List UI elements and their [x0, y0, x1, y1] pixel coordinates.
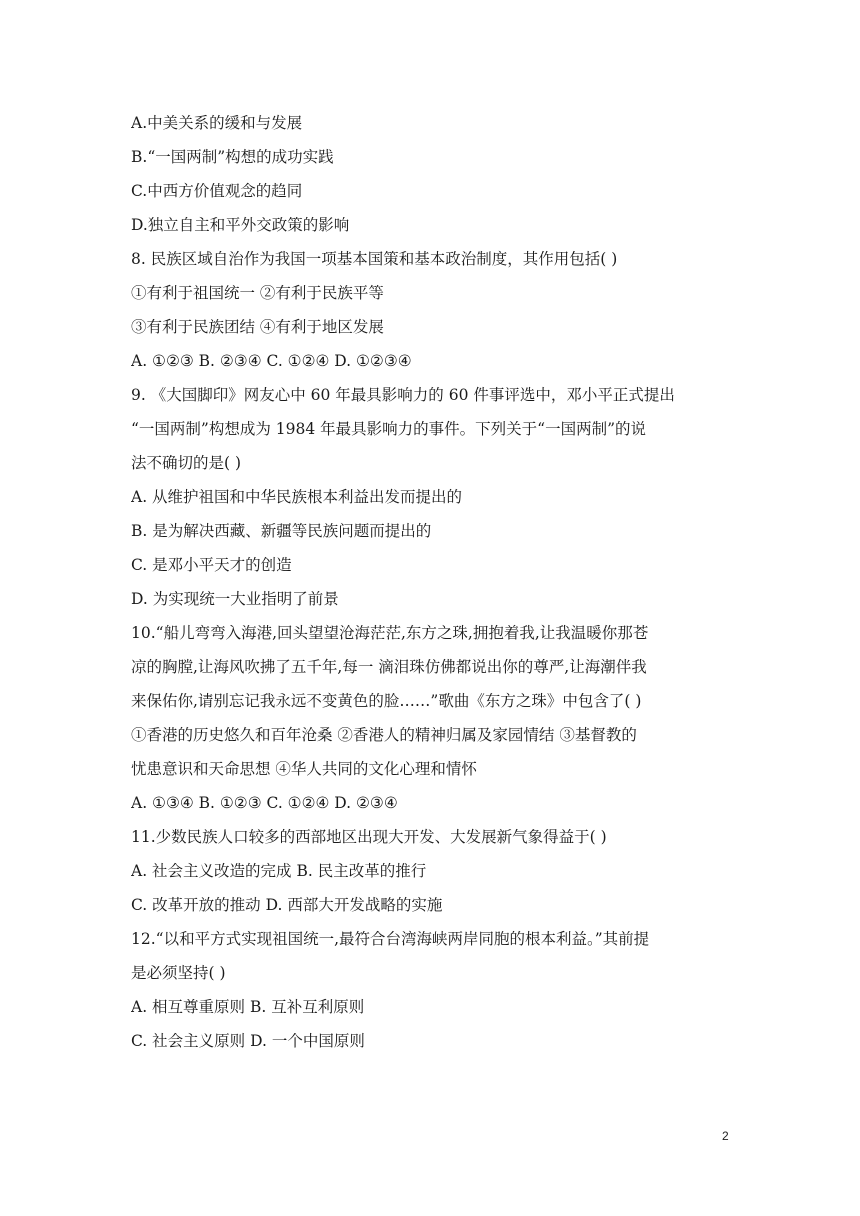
text-line: A. 社会主义改造的完成 B. 民主改革的推行 [131, 862, 427, 880]
question-11-stem: 11.少数民族人口较多的西部地区出现大开发、大发展新气象得益于( ) [131, 828, 607, 846]
text-line: ①有利于祖国统一 ②有利于民族平等 [131, 284, 384, 302]
text-line: 是必须坚持( ) [131, 964, 226, 982]
text-line: D. 为实现统一大业指明了前景 [131, 590, 339, 608]
text-line: A. 从维护祖国和中华民族根本利益出发而提出的 [131, 488, 463, 506]
text-line: B. 是为解决西藏、新疆等民族问题而提出的 [131, 522, 432, 540]
text-line: C.中西方价值观念的趋同 [131, 182, 303, 200]
text-line: A. ①③④ B. ①②③ C. ①②④ D. ②③④ [131, 794, 398, 812]
text-line: 凉的胸膛,让海风吹拂了五千年,每一 滴泪珠仿佛都说出你的尊严,让海潮伴我 [131, 658, 647, 676]
text-line: C. 改革开放的推动 D. 西部大开发战略的实施 [131, 896, 443, 914]
text-line: ①香港的历史悠久和百年沧桑 ②香港人的精神归属及家园情结 ③基督教的 [131, 726, 637, 744]
text-line: ③有利于民族团结 ④有利于地区发展 [131, 318, 384, 336]
text-line: D.独立自主和平外交政策的影响 [131, 216, 350, 234]
text-line: 来保佑你,请别忘记我永远不变黄色的脸……”歌曲《东方之珠》中包含了( ) [131, 692, 642, 710]
question-10-stem: 10.“船儿弯弯入海港,回头望望沧海茫茫,东方之珠,拥抱着我,让我温暖你那苍 [131, 624, 649, 642]
text-line: “一国两制”构想成为 1984 年最具影响力的事件。下列关于“一国两制”的说 [131, 420, 646, 438]
text-line: A. ①②③ B. ②③④ C. ①②④ D. ①②③④ [131, 352, 412, 370]
text-line: B.“一国两制”构想的成功实践 [131, 148, 334, 166]
text-line: C. 是邓小平天才的创造 [131, 556, 292, 574]
question-9-stem: 9. 《大国脚印》网友心中 60 年最具影响力的 60 件事评选中，邓小平正式提出 [131, 386, 675, 404]
question-12-stem: 12.“以和平方式实现祖国统一,最符合台湾海峡两岸同胞的根本利益。”其前提 [131, 930, 650, 948]
question-8-stem: 8. 民族区域自治作为我国一项基本国策和基本政治制度，其作用包括( ) [131, 250, 618, 268]
text-line: C. 社会主义原则 D. 一个中国原则 [131, 1032, 365, 1050]
question-text-block [131, 106, 736, 1058]
text-line: 法不确切的是( ) [131, 454, 242, 472]
text-line: A. 相互尊重原则 B. 互补互利原则 [131, 998, 365, 1016]
text-line: A.中美关系的缓和与发展 [131, 114, 303, 132]
text-line: 忧患意识和天命思想 ④华人共同的文化心理和情怀 [131, 760, 477, 778]
page-number: 2 [722, 1129, 729, 1143]
